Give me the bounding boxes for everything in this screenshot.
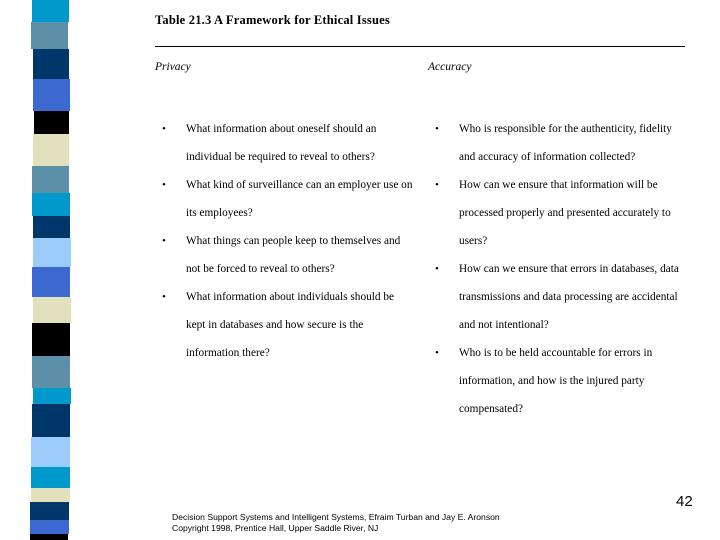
color-band bbox=[32, 166, 69, 193]
footer-attribution bbox=[172, 512, 500, 534]
title-divider-rule bbox=[155, 46, 685, 47]
color-band bbox=[32, 323, 70, 356]
color-band bbox=[31, 488, 70, 502]
color-band bbox=[32, 0, 69, 22]
list-item-text: What information about individuals should be kept in databases and how secure is the information there? bbox=[186, 291, 395, 359]
list-item bbox=[428, 171, 686, 255]
list-item-text: How can we ensure that information will be processed properly and presented accurately to users? bbox=[459, 179, 671, 247]
color-band bbox=[32, 193, 70, 216]
bullet-dot-icon: • bbox=[162, 123, 166, 135]
list-item bbox=[428, 115, 686, 171]
page-number: 42 bbox=[676, 493, 693, 510]
bullet-list-privacy bbox=[155, 115, 413, 367]
list-item bbox=[155, 283, 413, 367]
list-item-text: What things can people keep to themselves and not be forced to reveal to others? bbox=[186, 235, 401, 275]
list-item bbox=[155, 115, 413, 171]
footer-line-2: Copyright 1998, Prentice Hall, Upper Saddle River, NJ bbox=[172, 523, 379, 533]
bullet-dot-icon: • bbox=[162, 291, 166, 303]
list-item bbox=[155, 227, 413, 283]
color-band bbox=[33, 297, 71, 323]
color-band bbox=[30, 502, 69, 520]
list-item-text: Who is responsible for the authenticity, fidelity and accuracy of information collected? bbox=[459, 123, 672, 163]
color-band bbox=[32, 356, 70, 388]
table-column-privacy bbox=[155, 61, 413, 367]
color-band bbox=[33, 388, 71, 404]
color-band bbox=[31, 437, 70, 467]
bullet-dot-icon: • bbox=[162, 235, 166, 247]
color-band bbox=[33, 79, 70, 111]
color-band bbox=[34, 111, 69, 134]
ethics-framework-table bbox=[155, 12, 687, 415]
bullet-dot-icon: • bbox=[435, 179, 439, 191]
color-band bbox=[33, 134, 69, 166]
footer-line-1: Decision Support Systems and Intelligent Systems, Efraim Turban and Jay E. Aronson bbox=[172, 512, 500, 522]
list-item-text: Who is to be held accountable for errors in information, and how is the injured party compensated? bbox=[459, 347, 653, 415]
bullet-dot-icon: • bbox=[435, 347, 439, 359]
bullet-dot-icon: • bbox=[435, 263, 439, 275]
list-item-text: How can we ensure that errors in databases, data transmissions and data processing are accidental and not intentional? bbox=[459, 263, 679, 331]
column-header-accuracy: Accuracy bbox=[428, 61, 472, 73]
color-band bbox=[32, 267, 70, 297]
color-band bbox=[30, 534, 68, 540]
table-column-accuracy bbox=[428, 61, 686, 423]
bullet-list-accuracy bbox=[428, 115, 686, 423]
list-item bbox=[428, 339, 686, 423]
color-band bbox=[33, 238, 71, 267]
color-band bbox=[30, 520, 69, 534]
list-item-text: What kind of surveillance can an employer use on its employees? bbox=[186, 179, 413, 219]
color-band bbox=[32, 404, 70, 437]
column-header-privacy: Privacy bbox=[155, 61, 191, 73]
color-band bbox=[33, 49, 69, 79]
color-band bbox=[33, 216, 70, 238]
color-band bbox=[31, 22, 68, 49]
bullet-dot-icon: • bbox=[162, 179, 166, 191]
table-title: Table 21.3 A Framework for Ethical Issues bbox=[155, 13, 390, 27]
bullet-dot-icon: • bbox=[435, 123, 439, 135]
color-band bbox=[31, 467, 70, 488]
list-item-text: What information about oneself should an individual be required to reveal to others? bbox=[186, 123, 377, 163]
decorative-color-strip bbox=[0, 0, 90, 540]
list-item bbox=[155, 171, 413, 227]
list-item bbox=[428, 255, 686, 339]
